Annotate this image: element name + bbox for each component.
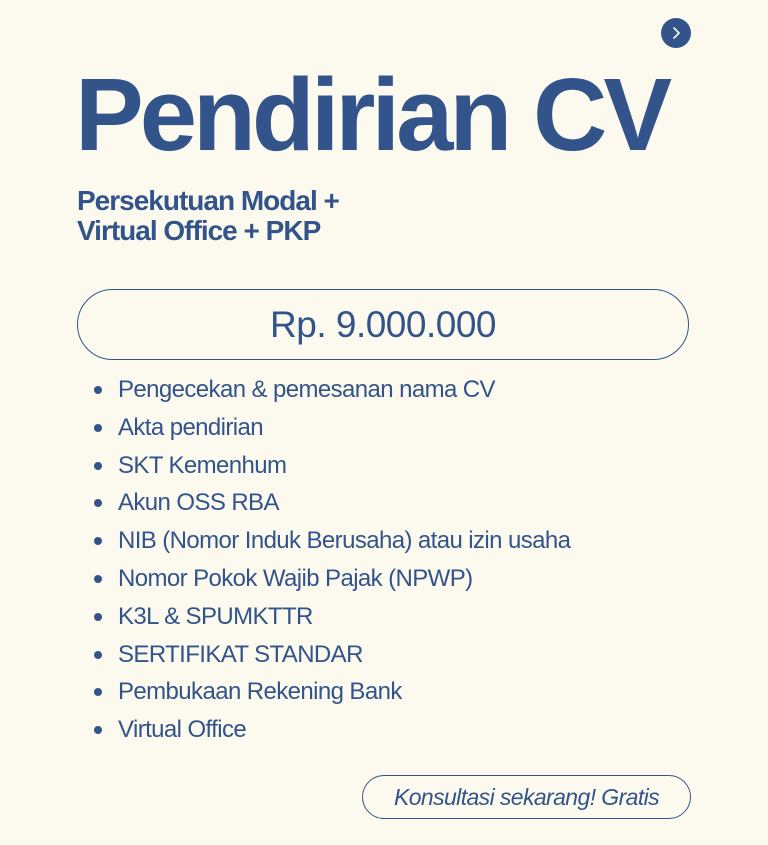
feature-text: Akun OSS RBA xyxy=(118,489,279,517)
feature-item xyxy=(92,447,570,485)
bullet-dot-icon xyxy=(94,537,102,545)
price-box xyxy=(77,289,689,360)
bullet-dot-icon xyxy=(94,386,102,394)
bullet-dot-icon xyxy=(94,462,102,470)
feature-item xyxy=(92,673,570,711)
subtitle-line-2: Virtual Office + PKP xyxy=(77,215,321,246)
feature-item xyxy=(92,371,570,409)
feature-item xyxy=(92,711,570,749)
feature-text: Akta pendirian xyxy=(118,413,264,441)
bullet-dot-icon xyxy=(94,688,102,696)
feature-item xyxy=(92,522,570,560)
feature-item xyxy=(92,409,570,447)
page-title: Pendirian CV xyxy=(75,57,669,172)
bullet-dot-icon xyxy=(94,651,102,659)
feature-text: Nomor Pokok Wajib Pajak (NPWP) xyxy=(118,564,473,592)
feature-item xyxy=(92,636,570,674)
bullet-dot-icon xyxy=(94,613,102,621)
bullet-dot-icon xyxy=(94,499,102,507)
consultation-button[interactable] xyxy=(362,775,691,819)
bullet-dot-icon xyxy=(94,575,102,583)
bullet-dot-icon xyxy=(94,424,102,432)
price-label: Rp. 9.000.000 xyxy=(270,303,496,345)
subtitle xyxy=(77,186,339,246)
chevron-right-icon xyxy=(670,26,682,40)
feature-text: K3L & SPUMKTTR xyxy=(118,602,313,630)
next-button[interactable] xyxy=(661,18,691,48)
feature-text: Virtual Office xyxy=(118,716,247,744)
feature-item xyxy=(92,560,570,598)
consultation-button-label: Konsultasi sekarang! Gratis xyxy=(393,783,660,810)
feature-text: SKT Kemenhum xyxy=(118,451,287,479)
feature-text: NIB (Nomor Induk Berusaha) atau izin usaha xyxy=(118,527,571,555)
subtitle-line-1: Persekutuan Modal + xyxy=(77,185,339,216)
bullet-dot-icon xyxy=(94,726,102,734)
feature-item xyxy=(92,484,570,522)
feature-list xyxy=(92,371,570,749)
feature-item xyxy=(92,598,570,636)
feature-text: Pembukaan Rekening Bank xyxy=(118,678,402,706)
feature-text: Pengecekan & pemesanan nama CV xyxy=(118,376,495,403)
feature-text: SERTIFIKAT STANDAR xyxy=(118,640,363,668)
